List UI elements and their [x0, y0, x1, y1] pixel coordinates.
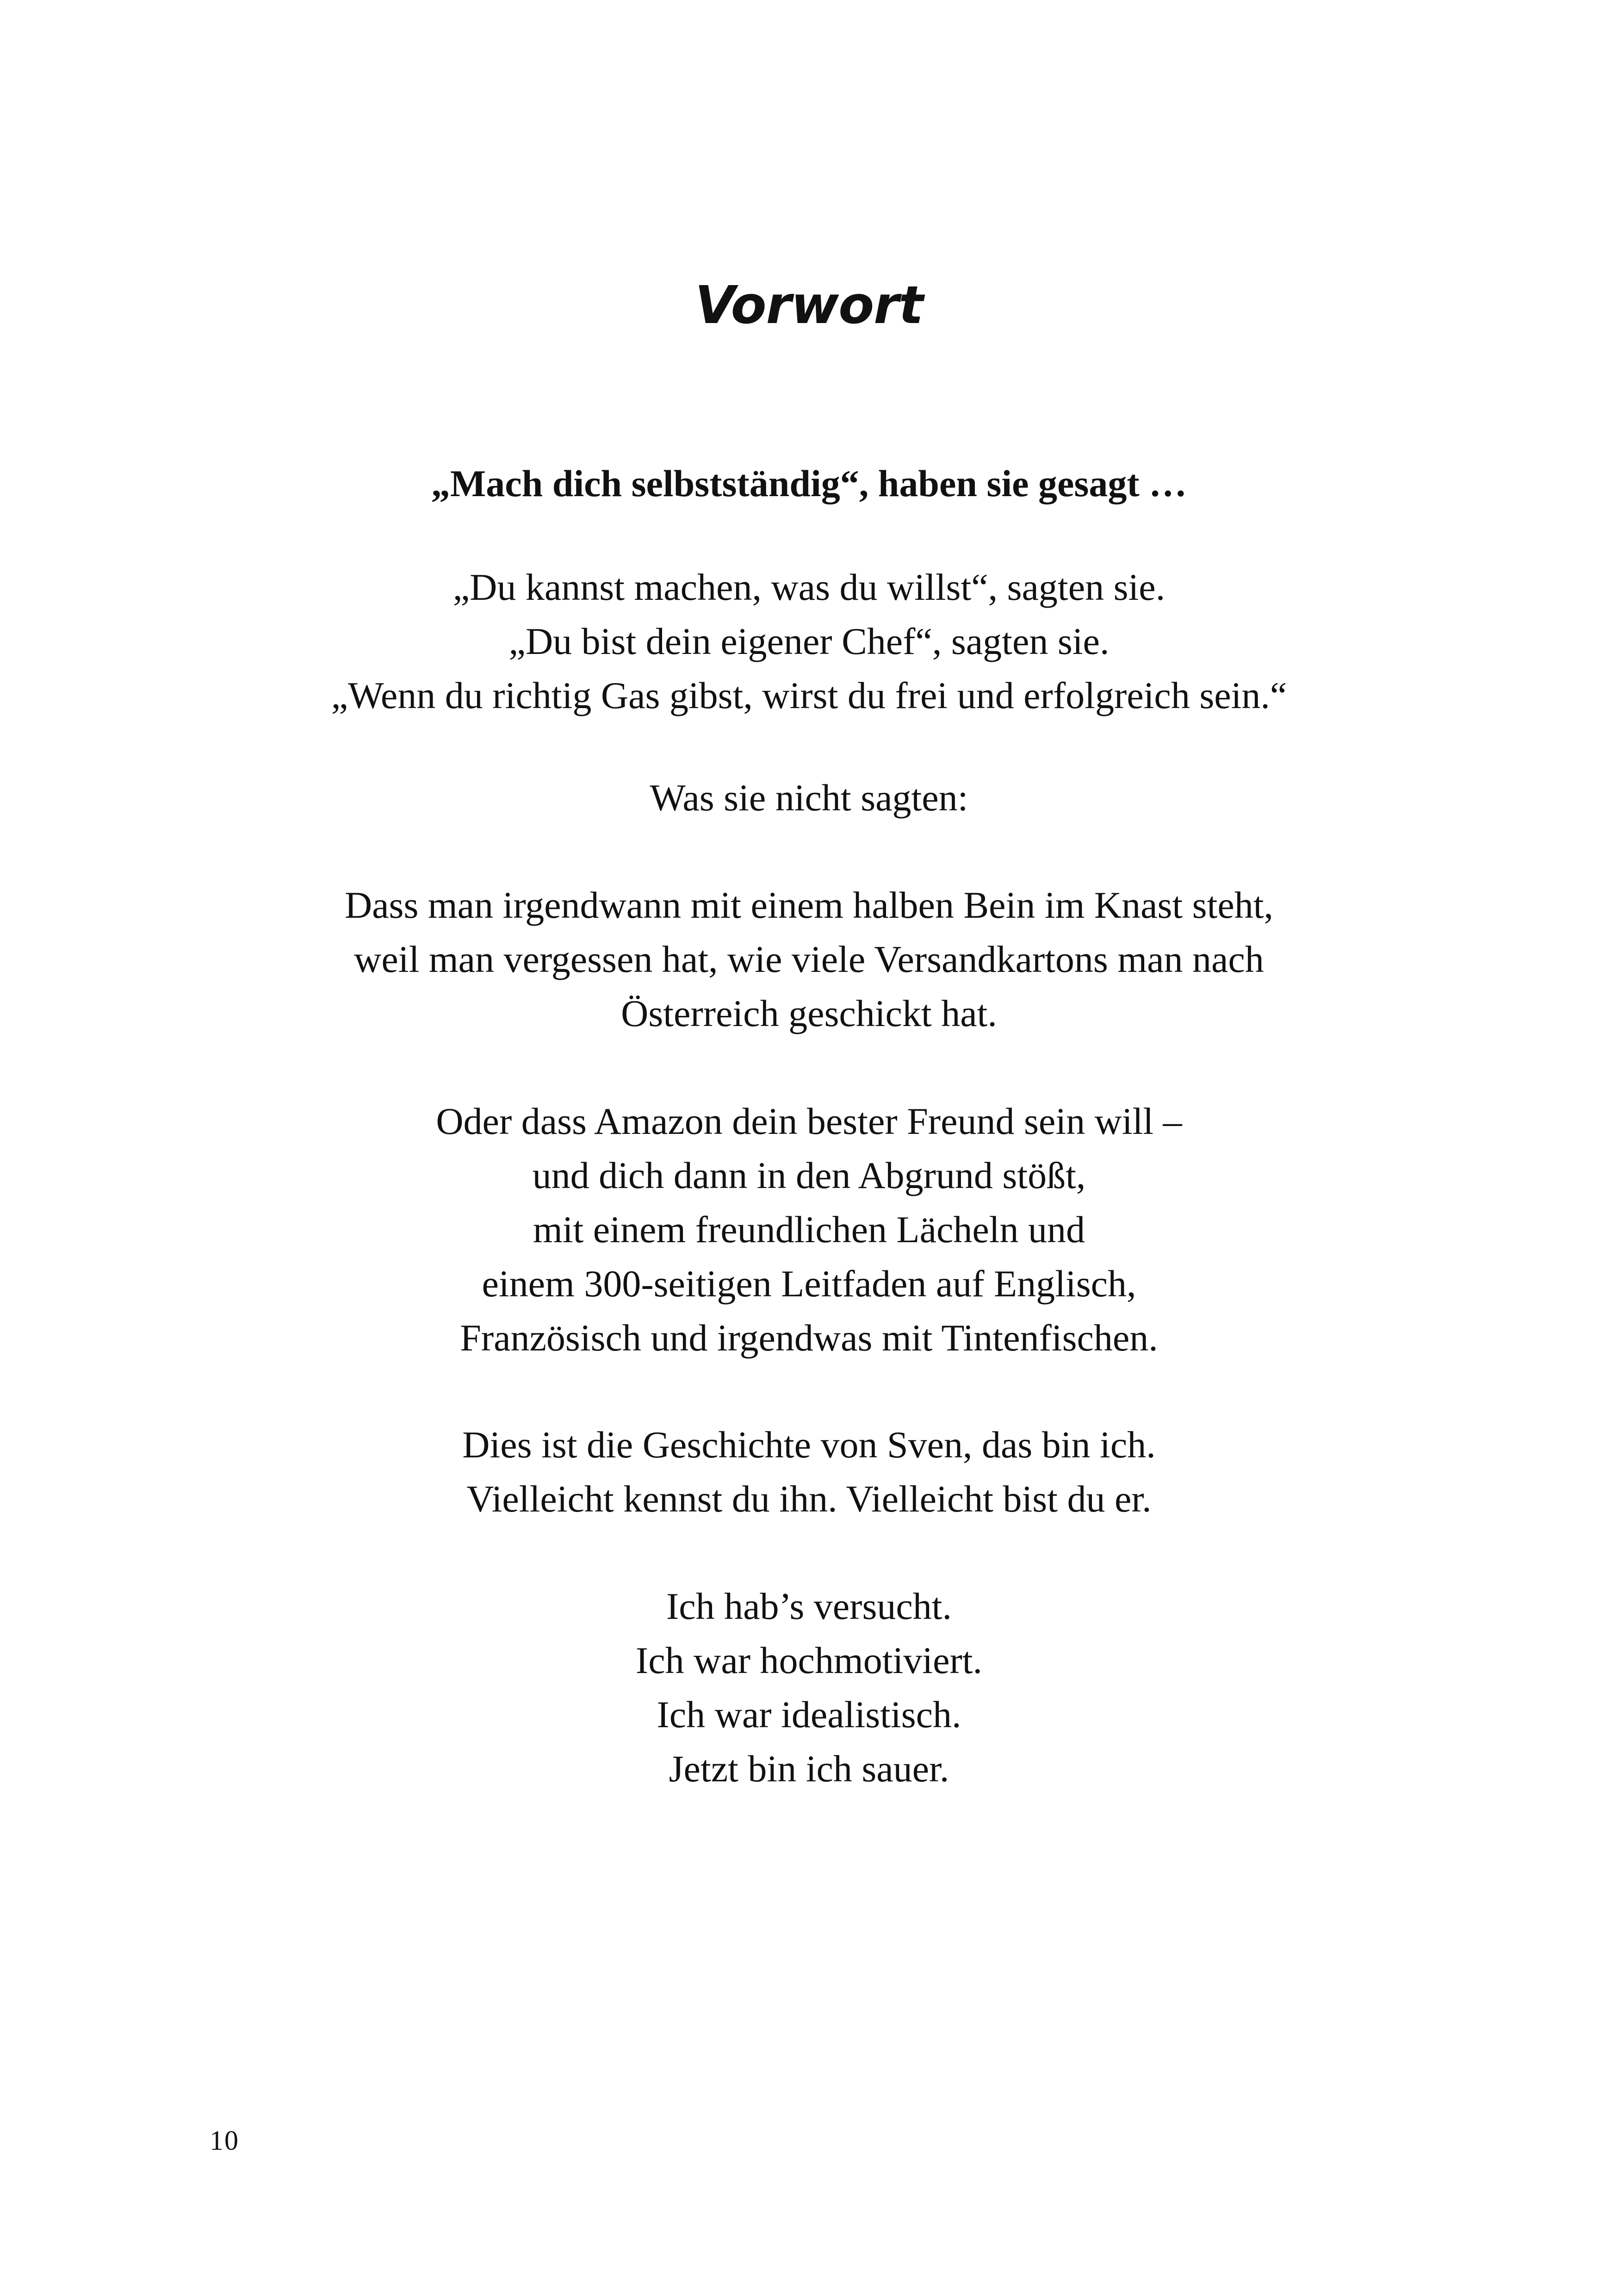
verse-line: Was sie nicht sagten: [650, 777, 968, 819]
verse-line: „Du bist dein eigener Chef“, sagten sie. [508, 620, 1110, 662]
stanza-what-they-didnt-say [0, 771, 1618, 825]
verse-line: mit einem freundlichen Lächeln und [533, 1208, 1085, 1251]
verse-line: Ich hab’s versucht. [666, 1585, 952, 1627]
verse-line: „Wenn du richtig Gas gibst, wirst du frei und erfolgreich sein.“ [331, 674, 1287, 716]
verse-line: Ich war hochmotiviert. [635, 1639, 983, 1681]
stanza-conclusion [0, 1579, 1618, 1796]
verse-line: Oder dass Amazon dein bester Freund sein will – [436, 1100, 1182, 1142]
verse-line: Jetzt bin ich sauer. [669, 1748, 949, 1790]
verse-line: „Du kannst machen, was du willst“, sagten sie. [453, 566, 1165, 608]
verse-line: Dass man irgendwann mit einem halben Bein im Knast steht, [344, 884, 1274, 926]
verse-line: und dich dann in den Abgrund stößt, [532, 1154, 1086, 1196]
stanza-promises [0, 560, 1618, 722]
stanza-amazon [0, 1094, 1618, 1365]
verse-line: einem 300-seitigen Leitfaden auf Englisch, [482, 1263, 1136, 1305]
verse-line: Dies ist die Geschichte von Sven, das bin ich. [462, 1424, 1156, 1466]
page-number: 10 [210, 2125, 239, 2156]
verse-line: Vielleicht kennst du ihn. Vielleicht bist du er. [466, 1478, 1152, 1520]
verse-line: weil man vergessen hat, wie viele Versandkartons man nach [354, 938, 1264, 980]
chapter-title: Vorwort [695, 275, 923, 336]
chapter-subtitle: „Mach dich selbstständig“, haben sie gesagt … [431, 462, 1187, 504]
verse-line: Ich war idealistisch. [657, 1693, 961, 1736]
stanza-prison [0, 878, 1618, 1040]
verse-line: Österreich geschickt hat. [621, 992, 997, 1034]
stanza-sven [0, 1418, 1618, 1526]
verse-line: Französisch und irgendwas mit Tintenfischen. [460, 1317, 1158, 1359]
